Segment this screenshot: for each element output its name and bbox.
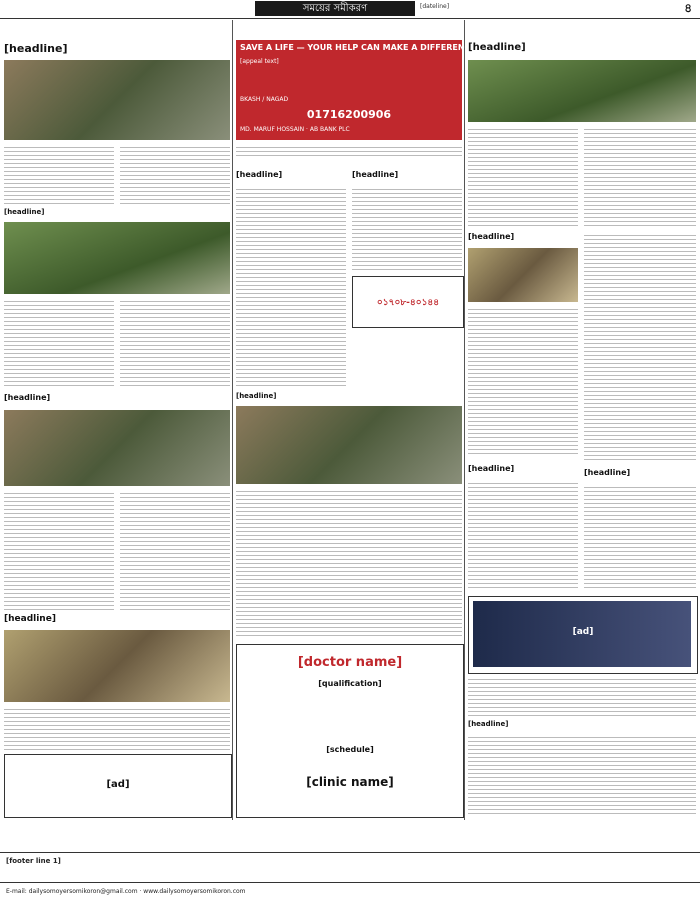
story-body [120, 144, 230, 204]
story-photo [4, 630, 230, 702]
story-body [584, 484, 696, 590]
clinic-name: [clinic name] [306, 775, 394, 789]
headline: [headline] [236, 170, 283, 179]
headline: [headline] [468, 464, 515, 473]
banner-account-1: MD. MARUF HOSSAIN · AB BANK PLC [240, 126, 350, 133]
donation-banner [236, 40, 476, 140]
classifieds [468, 734, 696, 816]
story-body [4, 490, 114, 610]
page-number: ৪ [684, 1, 692, 15]
story-photo [236, 406, 462, 484]
story-body [120, 490, 230, 610]
story-body [4, 144, 114, 204]
banner-sub: [appeal text] [240, 58, 279, 65]
motorcycle-ad-title: [ad] [572, 627, 594, 637]
headline: [headline] [468, 720, 509, 728]
column-rule [232, 20, 233, 820]
headline: [headline] [352, 170, 399, 179]
motorcycle-ad [468, 596, 698, 674]
footer-line-2-text: E-mail: dailysomoyersomikoron@gmail.com · www.dailysomoyersomikoron.com [6, 888, 246, 895]
headline: [headline] [468, 232, 515, 241]
headline: [headline] [236, 392, 277, 400]
doctor-schedule: [schedule] [326, 745, 374, 754]
story-body [4, 706, 230, 750]
doctor-name: [doctor name] [297, 655, 403, 670]
story-body [584, 126, 696, 226]
story-photo [4, 60, 230, 140]
care-ad [4, 754, 232, 818]
story-photo [468, 248, 578, 302]
story-body [4, 298, 114, 388]
column-rule [464, 20, 465, 820]
headline: [headline] [584, 468, 631, 477]
story-body [468, 306, 578, 456]
banner-phone: 01716200906 [306, 108, 392, 121]
story-photo [4, 410, 230, 486]
footer-line-1 [0, 852, 700, 881]
headline: [headline] [4, 614, 56, 624]
story-body [468, 126, 578, 226]
headline: [headline] [4, 42, 68, 55]
banner-title: SAVE A LIFE — YOUR HELP CAN MAKE A DIFFERENCE [240, 43, 476, 52]
inset-phone: ০১৭০৮-৪০১৪৪ [376, 298, 440, 308]
story-photo [468, 60, 696, 122]
headline: [headline] [4, 393, 51, 402]
story-body [352, 186, 462, 270]
doctor-ad [236, 644, 464, 818]
masthead [0, 0, 700, 19]
footer-line-2 [0, 882, 700, 907]
care-ad-title: [ad] [106, 779, 130, 790]
story-body [468, 480, 578, 590]
story-body [236, 488, 462, 638]
story-photo [4, 222, 230, 294]
story-body [120, 298, 230, 388]
headline: [headline] [468, 42, 526, 53]
story-body [584, 232, 696, 462]
masthead-title: সময়ের সমীকরণ [255, 1, 415, 16]
doctor-title: [qualification] [318, 679, 382, 688]
story-body [236, 186, 346, 386]
banner-account-2-block [236, 144, 462, 158]
ad-list [468, 676, 696, 716]
masthead-dateline: [dateline] [420, 3, 450, 10]
headline: [headline] [4, 208, 45, 216]
banner-bkash: BKASH / NAGAD [240, 96, 289, 103]
footer-line-1-text: [footer line 1] [6, 857, 61, 865]
inset-phone-box [352, 276, 464, 328]
